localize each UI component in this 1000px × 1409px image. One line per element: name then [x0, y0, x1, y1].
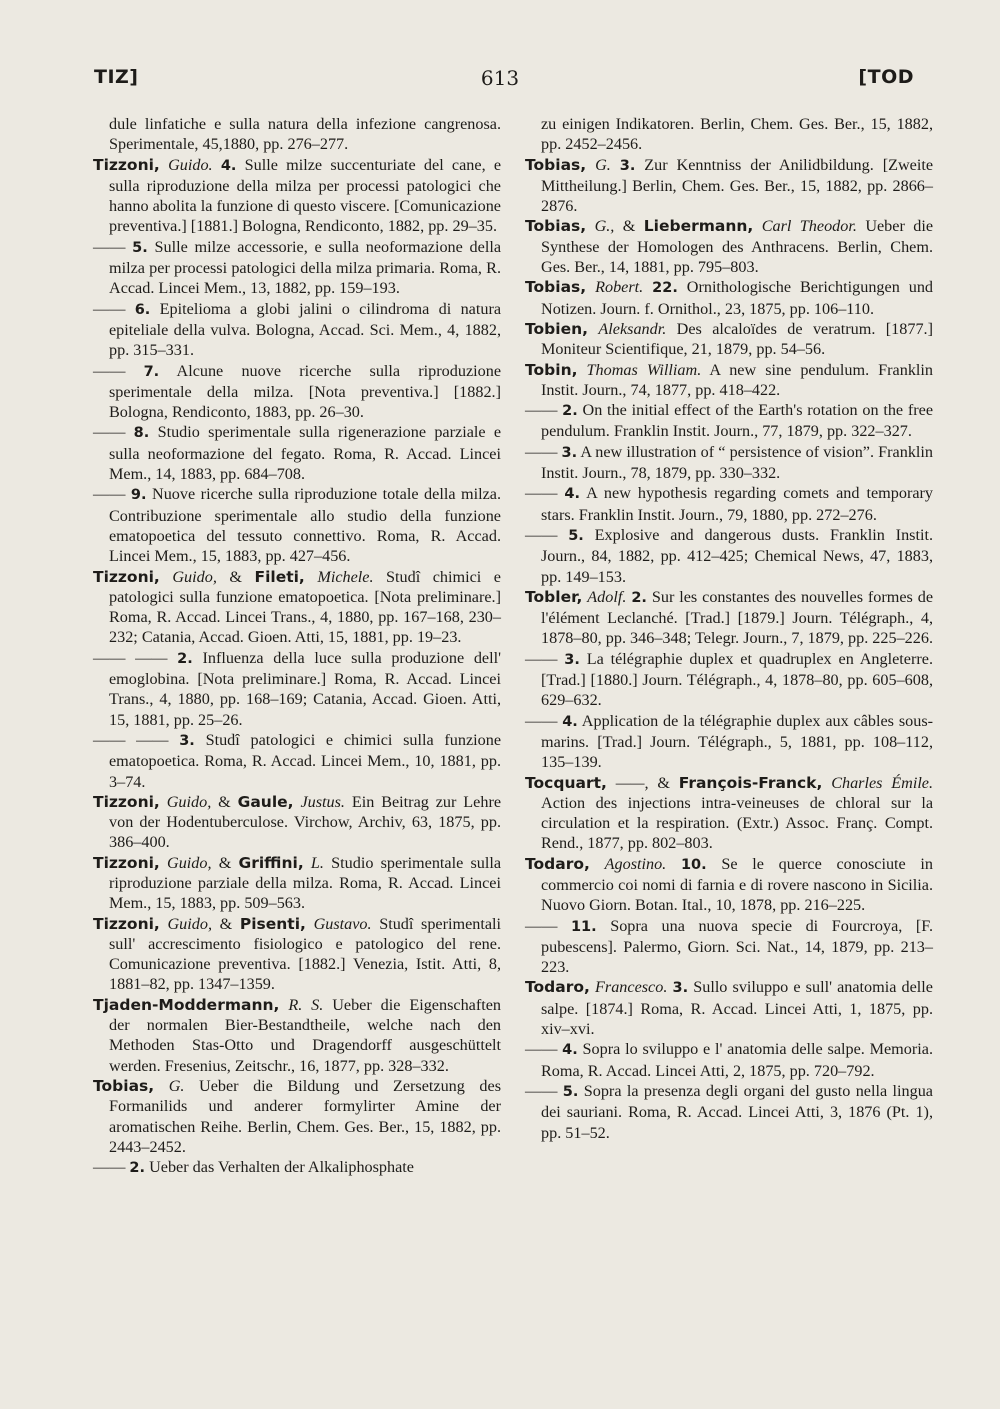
author-given-name: ——, [615, 773, 649, 792]
bibliography-entry [93, 914, 501, 995]
coauthor-ampersand: & [229, 567, 242, 586]
entry-number: 3. [564, 651, 580, 668]
entry-number: 22. [652, 280, 678, 297]
left-column [93, 114, 501, 1178]
ditto-dash: —— [525, 916, 558, 935]
entry-number: 3. [179, 732, 195, 749]
ditto-dash: —— [525, 1081, 558, 1100]
entry-number: 3. [672, 980, 689, 997]
ditto-dash: —— [525, 1040, 558, 1059]
author-given-name: Guido, [167, 914, 212, 933]
entry-text: A new illustration of “ persistence of vision”. Franklin Instit. Journ., 78, 1879, pp. 330–332. [541, 442, 934, 483]
ditto-dash: —— [93, 361, 126, 380]
author-surname: Tizzoni, [93, 853, 160, 872]
bibliography-entry [525, 525, 933, 587]
author-given-name: Guido, [166, 792, 212, 811]
ditto-dash: —— [93, 485, 126, 504]
entry-text: Ornithologische Berichtigungen und Notizen. Journ. f. Ornithol., 23, 1875, pp. 106–110. [541, 278, 934, 318]
entry-text: Ueber die Bildung und Zersetzung des Formanilids und anderer formylirter Amine der aromatischen Reihe. Berlin, Chem. Ges. Ber., 15, 1882, pp. 2443–2452. [109, 1076, 501, 1156]
coauthor-surname: Liebermann, [643, 217, 754, 236]
ditto-dash: —— [93, 1158, 126, 1177]
ditto-dash: —— —— [93, 648, 168, 667]
bibliography-entry [525, 360, 933, 401]
bibliography-entry [93, 1157, 501, 1178]
bibliography-entry [525, 483, 933, 525]
entry-text: On the initial effect of the Earth's rotation on the free pendulum. Franklin Instit. Journ., 77, 1879, pp. 322–327. [541, 401, 934, 441]
entry-number: 2. [129, 1160, 146, 1177]
ditto-dash: —— [93, 299, 126, 318]
bibliography-entry [93, 730, 501, 792]
ditto-dash: —— [93, 423, 126, 442]
entry-text: Sur les constantes des nouvelles formes de l'élément Leclanché. [Trad.] [1879.] Journ. Télégraph., 4, 1878–80, pp. 346–348; Telegr. Journ., 7, 1879, pp. 225–226. [541, 587, 934, 648]
coauthor-surname: Gaule, [237, 792, 294, 811]
entry-number: 10. [680, 856, 707, 873]
entry-text: Sopra lo sviluppo e l' anatomia delle salpe. Memoria. Roma, R. Accad. Lincei Atti, 2, 1875, pp. 720–792. [541, 1040, 933, 1080]
ditto-dash: —— [525, 711, 558, 730]
bibliography-entry [93, 237, 501, 299]
entry-continuation [525, 114, 933, 155]
bibliography-entry [93, 484, 501, 566]
bibliography-entry [525, 216, 933, 277]
entry-text: Ueber das Verhalten der Alkaliphosphate [149, 1158, 414, 1177]
bibliography-entry [93, 361, 501, 423]
bibliography-entry [93, 1076, 501, 1157]
bibliography-entry [525, 977, 933, 1039]
ditto-dash: —— [525, 525, 558, 544]
entry-text: Sopra una nuova specie di Fourcroya, [F. pubescens]. Palermo, Giorn. Sci. Nat., 14, 1879, pp. 213–223. [541, 916, 934, 977]
author-given-name: Guido, [172, 567, 217, 586]
bibliography-entry [93, 853, 501, 914]
author-surname: Tizzoni, [93, 567, 160, 586]
bibliography-entry [93, 995, 501, 1076]
entry-text: Sopra la presenza degli organi del gusto nella lingua dei sauriani. Roma, R. Accad. Lincei Atti, 3, 1876 (Pt. 1), pp. 51–52. [541, 1081, 933, 1142]
author-given-name: Francesco. [595, 978, 668, 997]
bibliography-entry [525, 400, 933, 442]
author-given-name: G., [594, 217, 615, 236]
entry-text: Epitelioma a globi jalini o cilindroma di natura epiteliale della vulva. Bologna, Accad. Sci. Mem., 4, 1882, pp. 315–331. [109, 299, 502, 360]
entry-text: Sulle milze succenturiate del cane, e sulla riproduzione della milza per processi patologici che hanno abolita la funzione di questo viscere. [Comunicazione preventiva.] [1881.] Bologna, Rendiconto, 1882, pp. 29–35. [109, 155, 502, 236]
author-surname: Tobin, [525, 360, 578, 379]
coauthor-surname: Fileti, [254, 567, 305, 586]
entry-number: 4. [562, 713, 578, 730]
coauthor-given-name: Charles Émile. [831, 773, 934, 792]
author-surname: Todaro, [525, 978, 590, 997]
entry-text: Application de la télégraphie duplex aux câbles sous-marins. [Trad.] Journ. Télégraph., 5, 1881, pp. 108–112, 135–139. [541, 711, 934, 772]
bibliography-entry [525, 1081, 933, 1143]
bibliography-entry [525, 649, 933, 711]
running-head-left: TIZ] [94, 66, 139, 88]
entry-number: 8. [133, 425, 150, 442]
coauthor-given-name: Justus. [300, 792, 345, 811]
author-given-name: Guido, [167, 853, 212, 872]
entry-number: 2. [177, 650, 193, 667]
ditto-dash: —— [525, 649, 558, 668]
running-head-right: [TOD [858, 66, 914, 88]
entry-number: 3. [561, 444, 578, 461]
entry-text: A new sine pendulum. Franklin Instit. Journ., 74, 1877, pp. 418–422. [541, 360, 933, 399]
entry-number: 3. [619, 157, 636, 174]
entry-number: 5. [562, 1083, 579, 1100]
entry-number: 4. [220, 157, 237, 174]
author-given-name: Guido. [168, 155, 213, 174]
entry-number: 4. [564, 486, 580, 503]
author-surname: Tocquart, [525, 773, 607, 792]
ditto-dash: —— [525, 401, 558, 420]
author-given-name: G. [168, 1076, 185, 1095]
entry-text: Zur Kenntniss der Anilidbildung. [Zweite Mittheilung.] Berlin, Chem. Ges. Ber., 15, 1882, pp. 2866–2876. [541, 155, 934, 216]
entry-text: dule linfatiche e sulla natura della infezione cangrenosa. Sperimentale, 45,1880, pp. 276–277. [109, 115, 501, 154]
running-head [0, 66, 1000, 102]
bibliography-entry [525, 916, 933, 978]
entry-number: 4. [562, 1042, 578, 1059]
entry-text: Explosive and dangerous dusts. Franklin Instit. Journ., 84, 1882, pp. 412–425; Chemical News, 47, 1883, pp. 149–153. [541, 525, 934, 586]
entry-text: Sulle milze accessorie, e sulla neoformazione della milza per processi patologici della milza primaria. Roma, R. Accad. Lincei Mem., 13, 1882, pp. 159–193. [109, 237, 502, 298]
coauthor-given-name: L. [310, 853, 324, 872]
entry-text: Studio sperimentale sulla riproduzione parziale della milza. Roma, R. Accad. Lincei Mem., 15, 1883, pp. 509–563. [109, 853, 502, 913]
bibliography-entry [525, 442, 933, 484]
entry-text: Studio sperimentale sulla rigenerazione parziale e sulla neoformazione del fegato. Roma, R. Accad. Lincei Mem., 14, 1883, pp. 684–708. [109, 423, 502, 484]
entry-text: Studî chimici e patologici sulla funzione ematopoetica. [Nota preliminare.] Roma, R. Accad. Lincei Trans., 4, 1880, pp. 167–168, 230–232; Catania, Accad. Gioen. Atti, 15, 1881, pp. 19–23. [109, 567, 501, 647]
author-surname: Tobler, [525, 587, 583, 606]
entry-text: Ein Beitrag zur Lehre von der Hodentuberculose. Virchow, Archiv, 63, 1875, pp. 386–400. [109, 792, 502, 852]
ditto-dash: —— [93, 237, 126, 256]
bibliography-entry [93, 155, 501, 237]
bibliography-entry [525, 1039, 933, 1081]
entry-text: Studî patologici e chimici sulla funzione ematopoetica. Roma, R. Accad. Lincei Mem., 10, 1881, pp. 3–74. [109, 730, 502, 791]
entry-number: 5. [568, 527, 584, 544]
entry-text: Ueber die Eigenschaften der normalen Bier-Bestandtheile, welche nach den Methoden Stas-Otto und Dragendorff ausgeschüttelt werden. Fresenius, Zeitschr., 16, 1877, pp. 328–332. [109, 995, 502, 1075]
bibliography-entry [93, 648, 501, 730]
entry-number: 2. [562, 403, 578, 420]
entry-number: 5. [132, 239, 148, 256]
author-given-name: Adolf. [587, 587, 627, 606]
entry-text: zu einigen Indikatoren. Berlin, Chem. Ges. Ber., 15, 1882, pp. 2452–2456. [541, 115, 933, 154]
bibliography-entry [525, 711, 933, 773]
author-surname: Tizzoni, [93, 155, 160, 174]
coauthor-ampersand: & [657, 773, 670, 792]
bibliography-entry [525, 319, 933, 360]
coauthor-ampersand: & [218, 792, 231, 811]
coauthor-given-name: Michele. [317, 567, 374, 586]
entry-number: 2. [631, 589, 647, 606]
author-surname: Todaro, [525, 854, 590, 873]
right-column [525, 114, 933, 1143]
bibliography-entry [93, 299, 501, 361]
coauthor-surname: François-Franck, [678, 773, 823, 792]
entry-text: Action des injections intra-veineuses de chloral sur la circulation et la respiration. (Extr.) Assoc. Franç. Compt. Rend., 1877, pp. 802–803. [541, 793, 933, 853]
author-surname: Tizzoni, [93, 792, 160, 811]
coauthor-surname: Pisenti, [239, 914, 306, 933]
entry-text: Nuove ricerche sulla riproduzione totale della milza. Contribuzione sperimentale allo studio della funzione ematopoetica del tessuto connettivo. Roma, R. Accad. Lincei Mem., 15, 1883, pp. 427–456. [109, 485, 502, 566]
bibliography-entry [525, 587, 933, 649]
entry-text: Influenza della luce sulla produzione dell' emoglobina. [Nota preliminare.] Roma, R. Accad. Lincei Trans., 4, 1880, pp. 168–169; Catania, Accad. Gioen. Atti, 15, 1881, pp. 25–26. [109, 648, 502, 729]
coauthor-ampersand: & [622, 217, 636, 236]
author-surname: Tobien, [525, 319, 589, 338]
entry-number: 7. [143, 363, 160, 380]
author-given-name: Agostino. [604, 854, 667, 873]
entry-text: La télégraphie duplex et quadruplex en Angleterre. [Trad.] [1880.] Journ. Télégraph., 4, 1878–80, pp. 605–608, 629–632. [541, 649, 933, 710]
page-number: 613 [480, 66, 520, 90]
author-surname: Tjaden-Moddermann, [93, 995, 280, 1014]
entry-text: Studî sperimentali sull' accrescimento fisiologico e patologico del rene. Comunicazione preventiva. [1882.] Venezia, Istit. Atti, 8, 1881–82, pp. 1347–1359. [109, 914, 502, 994]
author-surname: Tobias, [525, 155, 587, 174]
coauthor-given-name: Gustavo. [313, 914, 372, 933]
bibliography-entry [525, 277, 933, 319]
entry-continuation [93, 114, 501, 155]
entry-text: Sullo sviluppo e sull' anatomia delle salpe. [1874.] Roma, R. Accad. Lincei Atti, 1, 1875, pp. xiv–xvi. [541, 978, 933, 1039]
author-given-name: Aleksandr. [598, 319, 667, 338]
ditto-dash: —— —— [93, 730, 169, 749]
ditto-dash: —— [525, 484, 558, 503]
author-surname: Tizzoni, [93, 914, 160, 933]
coauthor-surname: Griffini, [238, 853, 304, 872]
author-surname: Tobias, [525, 217, 587, 236]
bibliography-entry [93, 567, 501, 648]
bibliography-entry [93, 422, 501, 484]
coauthor-given-name: Carl Theodor. [761, 217, 857, 236]
author-given-name: G. [595, 155, 611, 174]
bibliography-entry [525, 155, 933, 217]
entry-text: Ueber die Synthese der Homologen des Anthracens. Berlin, Chem. Ges. Ber., 14, 1881, pp. 795–803. [541, 217, 934, 277]
author-surname: Tobias, [93, 1076, 155, 1095]
bibliography-entry [525, 854, 933, 916]
entry-text: Se le querce conosciute in commercio coi nomi di farnia e di rovere nascono in Sicilia. Nuovo Giorn. Botan. Ital., 10, 1878, pp. 216–225. [541, 854, 934, 915]
author-surname: Tobias, [525, 278, 587, 297]
entry-text: Des alcaloïdes de veratrum. [1877.] Moniteur Scientifique, 21, 1879, pp. 54–56. [541, 319, 933, 359]
entry-number: 11. [570, 918, 597, 935]
coauthor-ampersand: & [218, 853, 232, 872]
bibliography-entry [525, 773, 933, 854]
entry-text: Alcune nuove ricerche sulla riproduzione sperimentale della milza. [Nota preventiva.] [1882.] Bologna, Rendiconto, 1883, pp. 26–30. [109, 361, 501, 422]
entry-number: 9. [130, 487, 147, 504]
author-given-name: Thomas William. [586, 360, 702, 379]
ditto-dash: —— [525, 442, 558, 461]
author-given-name: Robert. [595, 278, 644, 297]
bibliography-entry [93, 792, 501, 853]
author-given-name: R. S. [288, 995, 324, 1014]
entry-number: 6. [134, 301, 151, 318]
entry-text: A new hypothesis regarding comets and temporary stars. Franklin Instit. Journ., 79, 1880, pp. 272–276. [541, 484, 933, 524]
coauthor-ampersand: & [219, 914, 233, 933]
